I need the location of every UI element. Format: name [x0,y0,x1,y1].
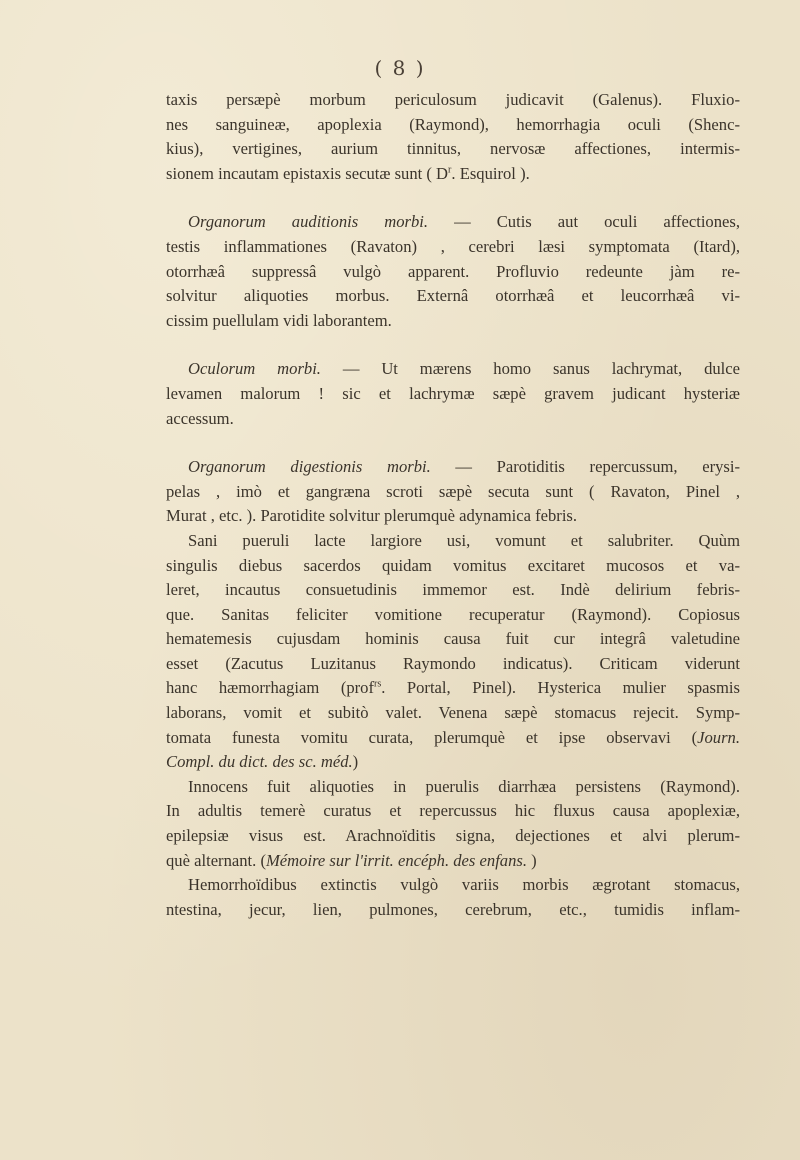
section-heading: Organorum digestionis morbi. [188,457,431,477]
paragraph-4-body [166,480,740,529]
text-fragment: què alternant. ( [166,850,266,870]
text-line: pelas , imò et gangræna scroti sæpè secuta sunt ( Ravaton, Pinel , [166,481,740,501]
text-fragment: ) [352,752,359,772]
paragraph-3 [166,357,740,382]
page-number: ( 8 ) [374,56,426,80]
text-line: Murat , etc. ). Parotidite solvitur plerumquè adynamica febris. [166,506,578,526]
text-line: singulis diebus sacerdos quidam vomitus excitaret mucosos et va- [166,555,740,575]
text-line: In adultis temerè curatus et repercussus hic fluxus causa apoplexiæ, [166,801,740,821]
citation: Journ. [697,727,740,747]
paragraph-7 [166,873,740,922]
text-line: ntestina, jecur, lien, pulmones, cerebrum, etc., tumidis inflam- [166,899,740,919]
paragraph-2 [166,210,740,235]
text-fragment: tomata funesta vomitu curata, plerumquè et ipse observavi ( [166,727,698,747]
paragraph-6 [166,775,740,873]
paragraph-4 [166,455,740,480]
text-line: leret, incautus consuetudinis immemor est. Indè delirium febris- [166,580,740,600]
text-line [188,357,740,382]
text-line: nes sanguineæ, apoplexia (Raymond), hemorrhagia oculi (Shenc- [166,114,740,134]
text-line [188,455,740,480]
text-line: epilepsiæ visus est. Arachnoïditis signa, dejectiones et alvi plerum- [166,826,740,846]
text-line: laborans, vomit et subitò valet. Venena sæpè stomacus rejecit. Symp- [166,703,740,723]
text-fragment: ) [527,850,537,870]
text-line [166,162,740,187]
text-line [166,676,740,701]
text-line: Sani pueruli lacte largiore usi, vomunt et salubriter. Quùm [188,530,740,550]
paragraph-3-body [166,382,740,431]
section-heading: Oculorum morbi. [188,359,321,379]
citation: Compl. du dict. des sc. méd. [166,752,353,772]
text-line: esset (Zacutus Luzitanus Raymondo indicatus). Criticam viderunt [166,653,740,673]
text-line: kius), vertigines, aurium tinnitus, nervosæ affectiones, intermis- [166,139,740,159]
text-fragment: sionem incautam epistaxis secutæ sunt ( D [166,163,449,183]
text-fragment: — Parotiditis repercussum, erysi- [430,457,740,477]
text-fragment: — Cutis aut oculi affectiones, [428,212,740,232]
text-fragment: — Ut mærens homo sanus lachrymat, dulce [320,359,740,379]
body-text [166,88,740,922]
text-line [166,726,740,751]
text-fragment: . Portal, Pinel). Hysterica mulier spasmis [381,678,740,698]
paragraph-1 [166,88,740,186]
superscript: r [448,164,452,176]
superscript: rs [374,678,382,690]
section-heading: Organorum auditionis morbi. [188,212,429,232]
text-line: accessum. [166,408,234,428]
paragraph-2-body [166,235,740,333]
citation: Mémoire sur l'irrit. encéph. des enfans. [265,850,528,870]
text-line: hematemesis cujusdam hominis causa fuit cur integrâ valetudine [166,629,740,649]
text-line: cissim puellulam vidi laborantem. [166,310,392,330]
paragraph-5 [166,529,740,775]
text-line [166,849,740,874]
text-fragment: . Esquirol ). [451,163,530,183]
text-line: levamen malorum ! sic et lachrymæ sæpè gravem judicant hysteriæ [166,383,740,403]
text-line: Innocens fuit aliquoties in puerulis diarrhæa persistens (Raymond). [188,776,740,796]
text-line [188,210,740,235]
text-line: testis inflammationes (Ravaton) , cerebri læsi symptomata (Itard), [166,236,740,256]
text-line: otorrhæâ suppressâ vulgò apparent. Profluvio redeunte jàm re- [166,261,740,281]
text-line: Hemorrhoïdibus extinctis vulgò variis morbis ægrotant stomacus, [188,875,740,895]
text-line [166,750,740,775]
text-fragment: hanc hæmorrhagiam (prof [166,678,374,698]
text-line: que. Sanitas feliciter vomitione recuperatur (Raymond). Copiosus [166,604,740,624]
text-line: taxis persæpè morbum periculosum judicavit (Galenus). Fluxio- [166,90,740,109]
text-line: solvitur aliquoties morbus. Externâ otorrhæâ et leucorrhæâ vi- [166,286,740,306]
